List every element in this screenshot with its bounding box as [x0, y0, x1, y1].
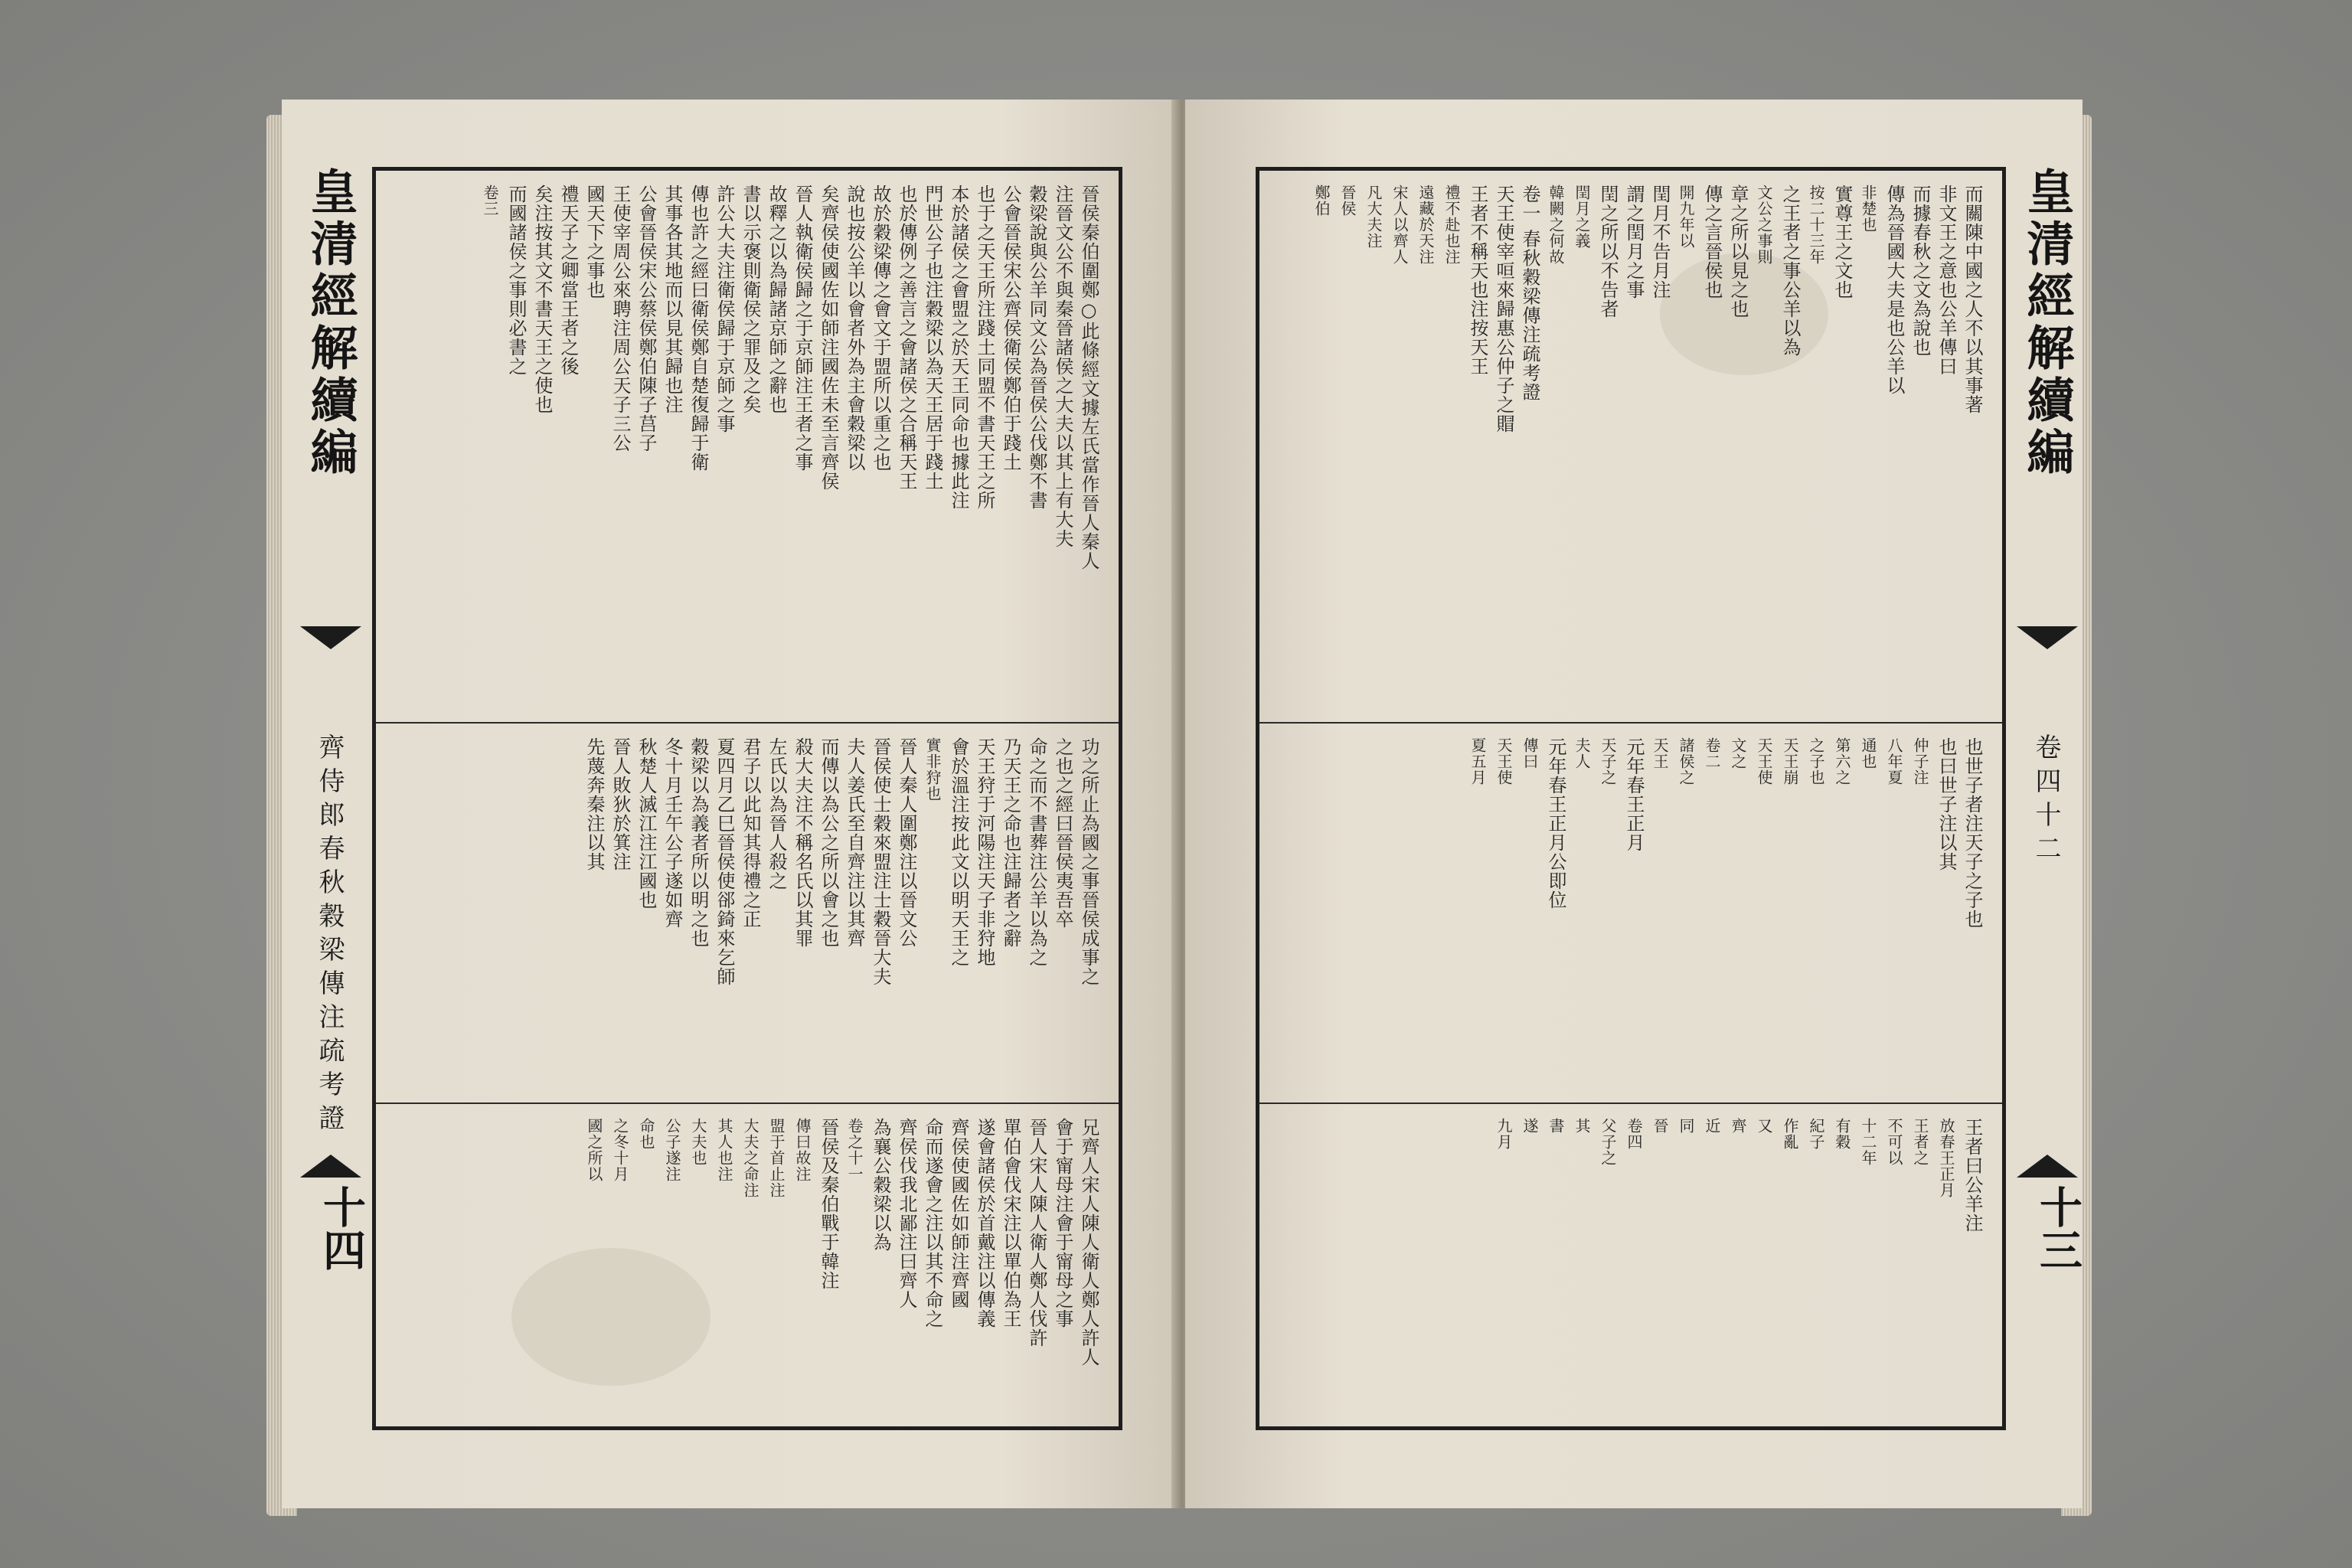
text-column: 傳為晉國大夫是也公羊以 [1883, 185, 1905, 395]
text-column: 卷二 [1703, 737, 1721, 769]
text-column: 之王者之事公羊以為 [1779, 185, 1801, 357]
text-column: 單伯會伐宋注以單伯為王 [1000, 1118, 1021, 1328]
text-column: 秋楚人滅江注江國也 [635, 737, 657, 910]
text-column: 大夫也 [689, 1118, 707, 1166]
text-column: 晉侯及秦伯戰于韓注 [818, 1118, 839, 1290]
text-column: 天王使 [1755, 737, 1773, 786]
right-band-2 [1259, 724, 2002, 1104]
left-banner-title: 皇清經解續編 [302, 167, 358, 479]
text-column: 按二十三年 [1807, 185, 1825, 265]
text-column: 夏五月 [1468, 737, 1487, 786]
text-column: 盟于首止注 [767, 1118, 786, 1198]
text-column: 命而遂會之注以其不命之 [922, 1118, 943, 1328]
right-band-1 [1259, 171, 2002, 724]
text-column: 通也 [1859, 737, 1877, 769]
text-column: 矣注按其文不書天王之使也 [531, 185, 553, 414]
left-folio: 十四 [316, 1185, 367, 1271]
left-banner [296, 167, 366, 1430]
text-column: 元年春王正月公即位 [1545, 737, 1566, 910]
text-column: 其事各其地而以見其歸也注 [662, 185, 683, 414]
text-column: 卷四 [1625, 1118, 1643, 1150]
text-column: 近 [1703, 1118, 1721, 1134]
text-column: 晉 [1651, 1118, 1669, 1134]
text-column: 君子以此知其得禮之正 [740, 737, 761, 929]
text-column: 遂 [1521, 1118, 1539, 1134]
right-text-frame [1256, 167, 2006, 1430]
text-column: 十二年 [1859, 1118, 1877, 1166]
left-banner-subtitle: 齊侍郎春秋穀梁傳注疏考證 [314, 733, 345, 1138]
text-column: 功之所止為國之事晉侯成事之 [1078, 737, 1099, 986]
text-column: 許公大夫注衛侯歸于京師之事 [714, 185, 735, 433]
text-column: 乃天王之命也注歸者之辭 [1000, 737, 1021, 948]
right-folio: 十三 [2033, 1185, 2083, 1271]
left-page [282, 100, 1179, 1508]
text-column: 齊侯使國佐如師注齊國 [948, 1118, 969, 1309]
text-column: 晉人秦人圍鄭注以晉文公 [896, 737, 917, 948]
text-column: 故釋之以為歸諸京師之辭也 [766, 185, 787, 414]
text-column: 有穀 [1833, 1118, 1851, 1150]
text-column: 公會晉侯宋公蔡侯鄭伯陳子莒子 [635, 185, 657, 452]
text-column: 命也 [637, 1118, 655, 1150]
text-column: 王者之 [1911, 1118, 1929, 1166]
text-column: 卷三 [481, 185, 499, 217]
text-column: 齊 [1729, 1118, 1747, 1134]
text-column: 仲子注 [1911, 737, 1929, 786]
text-column: 實非狩也 [923, 737, 942, 802]
text-column: 不可以 [1885, 1118, 1903, 1166]
text-column: 晉侯秦伯圍鄭○此條經文據左氏當作晉人秦人 [1078, 185, 1099, 570]
text-column: 晉侯使士穀來盟注士穀晉大夫 [870, 737, 891, 986]
text-column: 其人也注 [715, 1118, 733, 1182]
text-column: 公會晉侯宋公齊侯衛侯鄭伯于踐土 [1000, 185, 1021, 472]
text-column: 傳曰 [1521, 737, 1539, 769]
text-column: 凡大夫注 [1364, 185, 1383, 249]
text-column: 之也之經曰晉侯夷吾卒 [1052, 737, 1073, 929]
right-band-3-text [1276, 1118, 1985, 1413]
text-column: 天王使 [1494, 737, 1513, 786]
right-banner-title: 皇清經解續編 [2019, 167, 2075, 479]
right-band-3 [1259, 1104, 2002, 1426]
text-column: 也于之天王所注踐土同盟不書天王之所 [974, 185, 995, 510]
text-column: 九月 [1494, 1118, 1513, 1150]
text-column: 而關陳中國之人不以其事著 [1962, 185, 1983, 414]
text-column: 卷一 春秋穀梁傳注疏考證 [1519, 185, 1540, 402]
right-band-1-text [1276, 185, 1985, 708]
right-banner-volume: 卷四十二 [2030, 733, 2061, 868]
text-column: 為襄公穀梁以為 [870, 1118, 891, 1252]
text-column: 非楚也 [1859, 185, 1877, 233]
text-column: 謂之閏月之事 [1623, 185, 1645, 299]
text-column: 左氏以為晉人殺之 [766, 737, 787, 890]
fish-tail-mark-top [300, 626, 361, 649]
text-column: 國天下之事也 [583, 185, 605, 299]
text-column: 晉人執衛侯歸之于京師注王者之事 [792, 185, 813, 472]
text-column: 閏月不告月注 [1649, 185, 1671, 299]
open-book [276, 84, 2082, 1508]
text-column: 本於諸侯之會盟之於天王同命也據此注 [948, 185, 969, 510]
fish-tail-mark-top [2017, 626, 2078, 649]
text-column: 公子遂注 [663, 1118, 681, 1182]
text-column: 韓闕之何故 [1547, 185, 1565, 265]
text-column: 文之 [1729, 737, 1747, 769]
text-column: 開九年以 [1677, 185, 1695, 249]
text-column: 第六之 [1833, 737, 1851, 786]
text-column: 會于甯母注會于甯母之事 [1052, 1118, 1073, 1328]
text-column: 也曰世子注以其 [1936, 737, 1957, 871]
text-column: 放春王正月 [1937, 1118, 1955, 1198]
text-column: 之子也 [1807, 737, 1825, 786]
text-column: 紀子 [1807, 1118, 1825, 1150]
text-column: 章之所以見之也 [1727, 185, 1749, 318]
left-band-3-text [393, 1118, 1102, 1413]
text-column: 也世子者注天子之子也 [1962, 737, 1983, 929]
text-column: 王使宰周公來聘注周公天子三公 [609, 185, 631, 452]
right-band-2-text [1276, 737, 1985, 1089]
text-column: 天王使宰咺來歸惠公仲子之賵 [1493, 185, 1514, 433]
text-column: 天王 [1651, 737, 1669, 769]
text-column: 而國諸侯之事則必書之 [505, 185, 527, 376]
text-column: 齊侯伐我北鄙注曰齊人 [896, 1118, 917, 1309]
text-column: 非文王之意也公羊傳曰 [1936, 185, 1957, 376]
text-column: 門世公子也注穀梁以為天王居于踐土 [922, 185, 943, 491]
text-column: 夏四月乙巳晉侯使郤錡來乞師 [714, 737, 735, 986]
text-column: 之冬十月 [611, 1118, 629, 1182]
text-column: 閏月之義 [1573, 185, 1591, 249]
text-column: 文公之事則 [1755, 185, 1773, 265]
text-column: 禮天子之卿當王者之後 [557, 185, 579, 376]
text-column: 晉侯 [1338, 185, 1357, 217]
text-column: 王者不稱天也注按天王 [1467, 185, 1488, 376]
text-column: 天王狩于河陽注天子非狩地 [974, 737, 995, 967]
text-column: 兄齊人宋人陳人衛人鄭人許人 [1078, 1118, 1099, 1367]
fish-tail-mark-bottom [300, 1155, 361, 1178]
text-column: 說也按公羊以會者外為主會穀梁以 [844, 185, 865, 472]
text-column: 遂會諸侯於首戴注以傳義 [974, 1118, 995, 1328]
text-column: 矣齊侯使國佐如師注國佐未至言齊侯 [818, 185, 839, 491]
text-column: 天王崩 [1781, 737, 1799, 786]
text-column: 宋人以齊人 [1390, 185, 1409, 265]
text-column: 殺大夫注不稱名氏以其罪 [792, 737, 813, 948]
text-column: 晉人敗狄於箕注 [609, 737, 631, 871]
text-column: 書以示褒則衛侯之罪及之矣 [740, 185, 761, 414]
text-column: 同 [1677, 1118, 1695, 1134]
fish-tail-mark-bottom [2017, 1155, 2078, 1178]
text-column: 先蔑奔秦注以其 [583, 737, 605, 871]
text-column: 穀梁說與公羊同文公為晉侯公伐鄭不書 [1026, 185, 1047, 510]
text-column: 而據春秋之文為說也 [1909, 185, 1931, 357]
text-column: 其 [1573, 1118, 1591, 1134]
text-column: 傳也許之經曰衛侯鄭自楚復歸于衛 [688, 185, 709, 472]
text-column: 國之所以 [585, 1118, 603, 1182]
text-column: 傳之言晉侯也 [1701, 185, 1723, 299]
text-column: 閏之所以不告者 [1597, 185, 1619, 318]
text-column: 諸侯之 [1677, 737, 1695, 786]
text-column: 書 [1547, 1118, 1565, 1134]
left-band-1-text [393, 185, 1102, 708]
left-band-3 [376, 1104, 1119, 1426]
text-column: 夫人 [1573, 737, 1591, 769]
text-column: 注晉文公不與秦晉諸侯之大夫以其上有大夫 [1052, 185, 1073, 548]
text-column: 故於穀梁傳之會文于盟所以重之也 [870, 185, 891, 472]
text-column: 元年春王正月 [1623, 737, 1645, 852]
text-column: 遠藏於天注 [1416, 185, 1435, 265]
text-column: 冬十月壬午公子遂如齊 [662, 737, 683, 929]
text-column: 王者曰公羊注 [1962, 1118, 1983, 1233]
text-column: 鄭伯 [1312, 185, 1331, 217]
left-band-2-text [393, 737, 1102, 1089]
right-page [1185, 100, 2082, 1508]
right-banner [2012, 167, 2082, 1430]
text-column: 卷之十一 [845, 1118, 864, 1182]
text-column: 晉人宋人陳人衛人鄭人伐許 [1026, 1118, 1047, 1348]
text-column: 穀梁以為義者所以明之也 [688, 737, 709, 948]
text-column: 夫人姜氏至自齊注以其齊 [844, 737, 865, 948]
text-column: 大夫之命注 [741, 1118, 760, 1198]
text-column: 禮不赴也注 [1442, 185, 1461, 265]
left-band-1 [376, 171, 1119, 724]
text-column: 實尊王之文也 [1831, 185, 1853, 299]
text-column: 天子之 [1599, 737, 1617, 786]
text-column: 八年夏 [1885, 737, 1903, 786]
left-band-2 [376, 724, 1119, 1104]
text-column: 傳曰故注 [793, 1118, 812, 1182]
text-column: 又 [1755, 1118, 1773, 1134]
text-column: 命之而不書葬注公羊以為之 [1026, 737, 1047, 967]
text-column: 父子之 [1599, 1118, 1617, 1166]
text-column: 會於溫注按此文以明天王之 [948, 737, 969, 967]
left-text-frame [372, 167, 1122, 1430]
text-column: 作亂 [1781, 1118, 1799, 1150]
text-column: 而傳以為公之所以會之也 [818, 737, 839, 948]
text-column: 也於傳例之善言之會諸侯之合稱天王 [896, 185, 917, 491]
